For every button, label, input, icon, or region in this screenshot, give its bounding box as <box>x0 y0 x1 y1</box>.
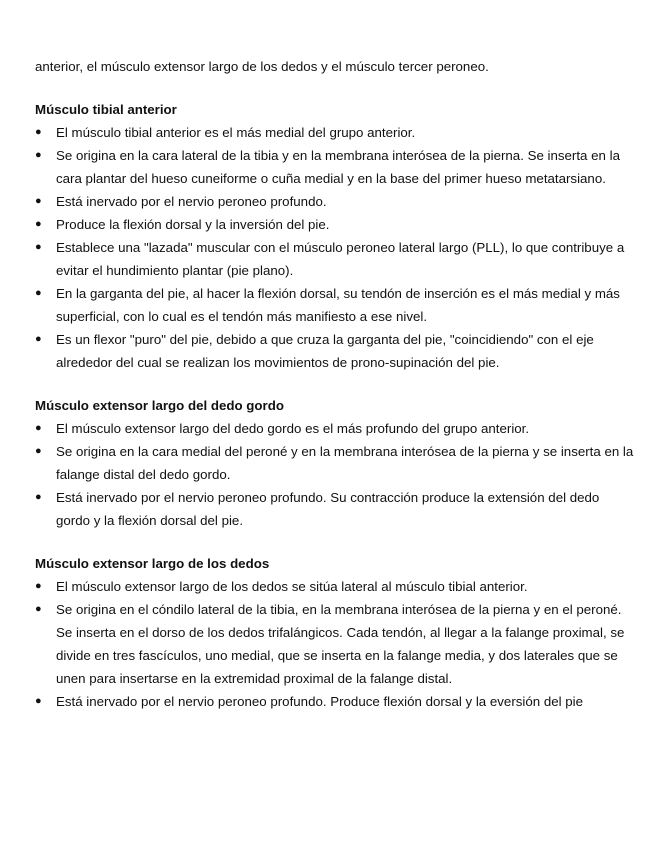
bullet-list <box>35 575 635 713</box>
list-item-text: Establece una "lazada" muscular con el músculo peroneo lateral largo (PLL), lo que contribuye a evitar el hundimiento plantar (pie plano). <box>56 240 625 278</box>
list-item <box>35 328 635 374</box>
list-item <box>35 121 635 144</box>
section-heading: Músculo tibial anterior <box>35 102 177 117</box>
bullet-icon: ● <box>35 333 42 345</box>
list-item-text: Se origina en la cara medial del peroné y en la membrana interósea de la pierna y se inserta en la falange distal del dedo gordo. <box>56 444 634 482</box>
list-item <box>35 213 635 236</box>
list-item-text: En la garganta del pie, al hacer la flexión dorsal, su tendón de inserción es el más medial y más superficial, con lo cual es el tendón más manifiesto a ese nivel. <box>56 286 620 324</box>
intro-line: anterior, el músculo extensor largo de los dedos y el músculo tercer peroneo. <box>35 59 489 74</box>
document-page <box>35 55 635 713</box>
list-item-text: El músculo extensor largo del dedo gordo es el más profundo del grupo anterior. <box>56 421 530 436</box>
list-item <box>35 575 635 598</box>
list-item <box>35 417 635 440</box>
section-extensor-largo-dedos <box>35 552 635 713</box>
section-extensor-largo-dedo-gordo <box>35 394 635 532</box>
list-item-text: Está inervado por el nervio peroneo profundo. Produce flexión dorsal y la eversión del pie <box>56 694 584 709</box>
list-item-text: Es un flexor "puro" del pie, debido a que cruza la garganta del pie, "coincidiendo" con el eje alrededor del cual se realizan los movimientos de prono-supinación del pie. <box>56 332 594 370</box>
list-item-text: Está inervado por el nervio peroneo profundo. Su contracción produce la extensión del dedo gordo y la flexión dorsal del pie. <box>56 490 600 528</box>
section-heading: Músculo extensor largo del dedo gordo <box>35 398 284 413</box>
bullet-icon: ● <box>35 580 42 592</box>
section-tibial-anterior <box>35 98 635 374</box>
bullet-icon: ● <box>35 218 42 230</box>
bullet-icon: ● <box>35 695 42 707</box>
bullet-icon: ● <box>35 287 42 299</box>
list-item <box>35 598 635 690</box>
list-item-text: El músculo extensor largo de los dedos se sitúa lateral al músculo tibial anterior. <box>56 579 528 594</box>
section-heading: Músculo extensor largo de los dedos <box>35 556 270 571</box>
bullet-icon: ● <box>35 149 42 161</box>
list-item <box>35 190 635 213</box>
list-item <box>35 144 635 190</box>
list-item <box>35 486 635 532</box>
bullet-icon: ● <box>35 126 42 138</box>
list-item <box>35 690 635 713</box>
bullet-icon: ● <box>35 603 42 615</box>
bullet-list <box>35 121 635 374</box>
bullet-list <box>35 417 635 532</box>
list-item-text: Se origina en la cara lateral de la tibia y en la membrana interósea de la pierna. Se inserta en la cara plantar del hueso cuneiforme o cuña medial y en la base del primer hueso metatarsiano. <box>56 148 620 186</box>
bullet-icon: ● <box>35 195 42 207</box>
list-item-text: Produce la flexión dorsal y la inversión del pie. <box>56 217 330 232</box>
list-item <box>35 440 635 486</box>
list-item-text: El músculo tibial anterior es el más medial del grupo anterior. <box>56 125 416 140</box>
bullet-icon: ● <box>35 241 42 253</box>
list-item-text: Se origina en el cóndilo lateral de la tibia, en la membrana interósea de la pierna y en el peroné. Se inserta en el dorso de los dedos trifalángicos. Cada tendón, al llegar a la falange proximal, se divide en tres fascículos, uno medial, que se inserta en la falange media, y dos laterales que se unen para insertarse en la extremidad proximal de la falange distal. <box>56 602 625 686</box>
bullet-icon: ● <box>35 491 42 503</box>
bullet-icon: ● <box>35 422 42 434</box>
list-item <box>35 282 635 328</box>
bullet-icon: ● <box>35 445 42 457</box>
list-item <box>35 236 635 282</box>
list-item-text: Está inervado por el nervio peroneo profundo. <box>56 194 327 209</box>
